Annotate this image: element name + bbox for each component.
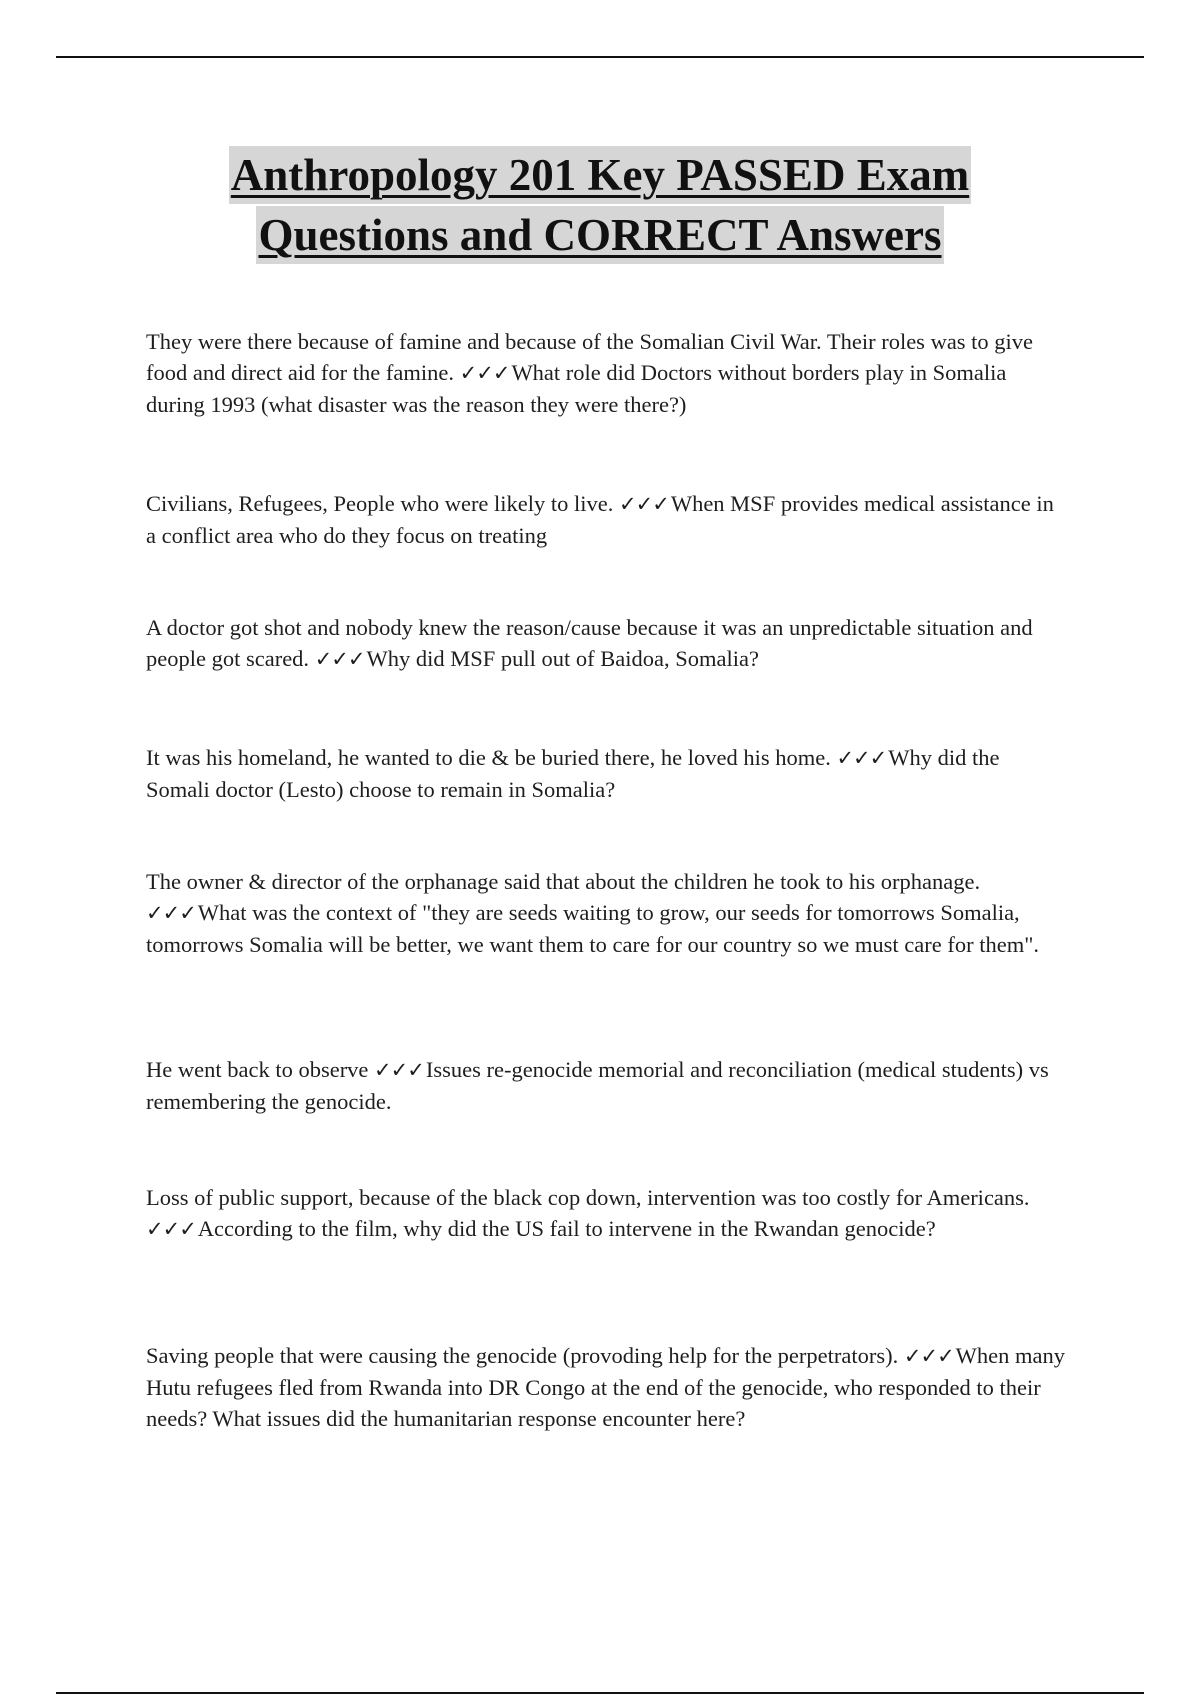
question-text: Why did MSF pull out of Baidoa, Somalia? (366, 646, 759, 671)
check-marks-icon: ✓✓✓ (146, 1217, 196, 1241)
bottom-rule (56, 1692, 1144, 1694)
title-line-2: Questions and CORRECT Answers (256, 206, 943, 264)
qa-entry (146, 866, 1066, 960)
question-text: Issues re-genocide memorial and reconciliation (medical students) vs remembering the genocide. (146, 1057, 1049, 1114)
answer-text: The owner & director of the orphanage said that about the children he took to his orphanage. (146, 869, 981, 894)
answer-text: A doctor got shot and nobody knew the reason/cause because it was an unpredictable situation and people got scared. (146, 615, 1033, 671)
qa-entry (146, 326, 1066, 420)
question-text: When many Hutu refugees fled from Rwanda into DR Congo at the end of the genocide, who responded to their needs? What issues did the humanitarian response encounter here? (146, 1343, 1066, 1431)
qa-entry (146, 1182, 1066, 1245)
qa-entry (146, 488, 1066, 551)
answer-text: Civilians, Refugees, People who were likely to live. (146, 491, 614, 516)
answer-text: Saving people that were causing the genocide (provoding help for the perpetrators). (146, 1343, 899, 1368)
check-marks-icon: ✓✓✓ (836, 746, 887, 770)
qa-entry (146, 612, 1066, 675)
check-marks-icon: ✓✓✓ (146, 901, 196, 925)
title-line-1: Anthropology 201 Key PASSED Exam (229, 146, 971, 204)
check-marks-icon: ✓✓✓ (903, 1344, 954, 1368)
question-text: What was the context of "they are seeds waiting to grow, our seeds for tomorrows Somalia, tomorrows Somalia will be better, we want them to care for our country so we must care for them". (146, 900, 1040, 957)
check-marks-icon: ✓✓✓ (374, 1058, 424, 1082)
check-marks-icon: ✓✓✓ (619, 492, 669, 516)
qa-entry (146, 1054, 1066, 1117)
question-text: Why did the Somali doctor (Lesto) choose to remain in Somalia? (146, 745, 1000, 802)
question-text: According to the film, why did the US fail to intervene in the Rwandan genocide? (197, 1216, 936, 1241)
check-marks-icon: ✓✓✓ (459, 361, 510, 385)
answer-text: They were there because of famine and because of the Somalian Civil War. Their roles was to give food and direct aid for the famine. (146, 329, 1034, 385)
qa-entry (146, 742, 1066, 805)
document-title (60, 146, 1140, 266)
answer-text: Loss of public support, because of the black cop down, intervention was too costly for Americans. (146, 1185, 1030, 1210)
qa-entry (146, 1340, 1066, 1434)
top-rule (56, 56, 1144, 58)
answer-text: It was his homeland, he wanted to die & be buried there, he loved his home. (146, 745, 831, 770)
answer-text: He went back to observe (146, 1057, 369, 1082)
check-marks-icon: ✓✓✓ (314, 647, 365, 671)
question-text: When MSF provides medical assistance in a conflict area who do they focus on treating (146, 491, 1054, 548)
question-text: What role did Doctors without borders play in Somalia during 1993 (what disaster was the reason they were there?) (146, 360, 1007, 417)
